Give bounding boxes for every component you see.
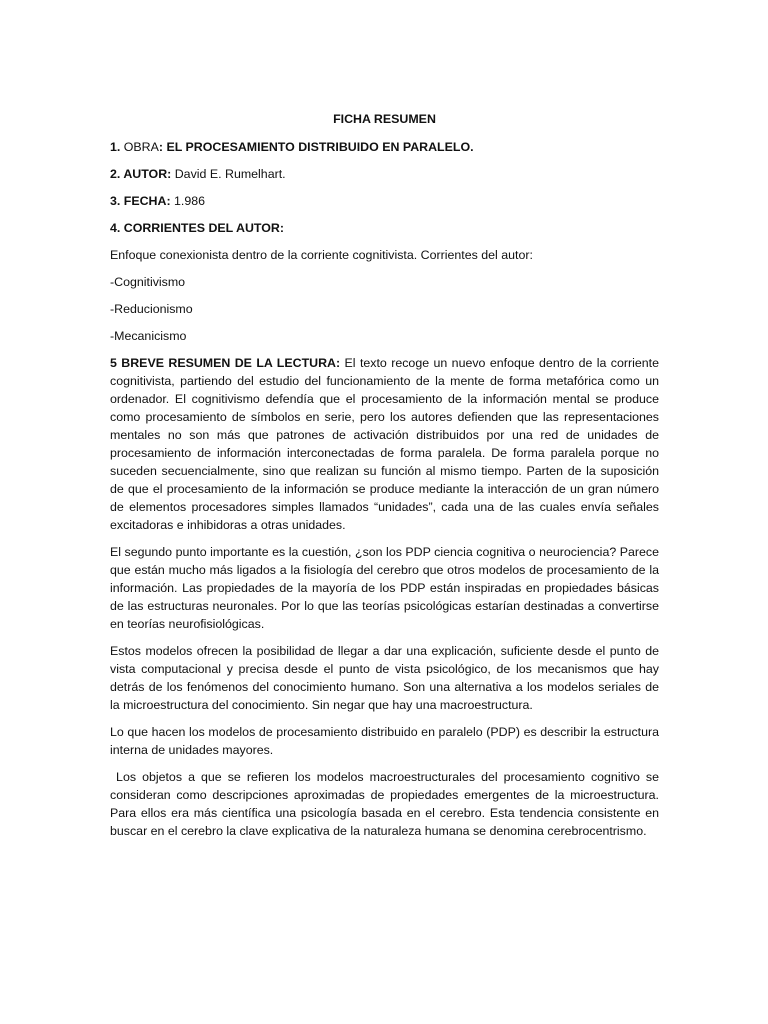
resumen-paragraph-2: El segundo punto importante es la cuestión, ¿son los PDP ciencia cognitiva o neurociencia? Parece que están mucho más ligados a la fisiología del cerebro que otros modelos de procesamiento de la información. Las propiedades de la mayoría de los PDP están inspiradas en propiedades básicas de las estructuras neuronales. Por lo que las teorías psicológicas estarían destinadas a convertirse en teorías neurofisiológicas. [110,545,659,631]
corriente-item-mecanicismo: -Mecanicismo [110,329,187,343]
obra-label: OBRA [123,140,159,154]
resumen-paragraph-5: Los objetos a que se refieren los modelos macroestructurales del procesamiento cognitivo se consideran como descripciones aproximadas de propiedades emergentes de la microestructura. Para ellos era más científica una psicología basada en el cerebro. Esta tendencia consistente en buscar en el cerebro la clave explicativa de la naturaleza humana se denomina cerebrocentrismo. [110,770,663,838]
corriente-item-reducionismo: -Reducionismo [110,302,193,316]
corriente-item-cognitivismo: -Cognitivismo [110,275,186,289]
corrientes-intro: Enfoque conexionista dentro de la corriente cognitivista. Corrientes del autor: [110,248,533,262]
document-title: FICHA RESUMEN [333,112,436,126]
corrientes-heading: 4. CORRIENTES DEL AUTOR: [110,221,284,235]
obra-prefix: 1. [110,140,124,154]
fecha-field [110,192,659,210]
resumen-text-1: El texto recoge un nuevo enfoque dentro de la corriente cognitivista, partiendo del estudio del funcionamiento de la mente de forma metafórica como un ordenador. El cognitivismo defendía que el procesamiento de la información mental se produce como procesamiento de símbolos en serie, pero los autores defienden que las representaciones mentales no son más que patrones de activación distribuidos por una red de unidades de procesamiento de información interconectadas de forma paralela. De forma paralela porque no suceden secuencialmente, sino que realizan su función al mismo tiempo. Parten de la suposición de que el procesamiento de la información se produce mediante la interacción de un gran número de elementos procesadores simples llamados “unidades”, cada una de las cuales envía señales excitadoras e inhibidoras a otras unidades. [110,356,660,532]
obra-field [110,138,659,156]
autor-label: 2. AUTOR: [110,167,172,181]
fecha-value: 1.986 [170,194,206,208]
obra-value: EL PROCESAMIENTO DISTRIBUIDO EN PARALELO. [166,140,474,154]
autor-value: David E. Rumelhart. [171,167,286,181]
document-page [110,110,663,849]
resumen-paragraph-1 [110,354,659,534]
resumen-paragraph-3: Estos modelos ofrecen la posibilidad de llegar a dar una explicación, suficiente desde el punto de vista computacional y precisa desde el punto de vista psicológico, de los mecanismos que hay detrás de los fenómenos del conocimiento humano. Son una alternativa a los modelos seriales de la microestructura del conocimiento. Sin negar que hay una macroestructura. [110,644,659,712]
autor-field [110,165,659,183]
resumen-paragraph-4: Lo que hacen los modelos de procesamiento distribuido en paralelo (PDP) es describir la estructura interna de unidades mayores. [110,725,659,757]
obra-colon: : [158,140,167,154]
fecha-label: 3. FECHA: [110,194,171,208]
resumen-label: 5 BREVE RESUMEN DE LA LECTURA: [110,356,341,370]
